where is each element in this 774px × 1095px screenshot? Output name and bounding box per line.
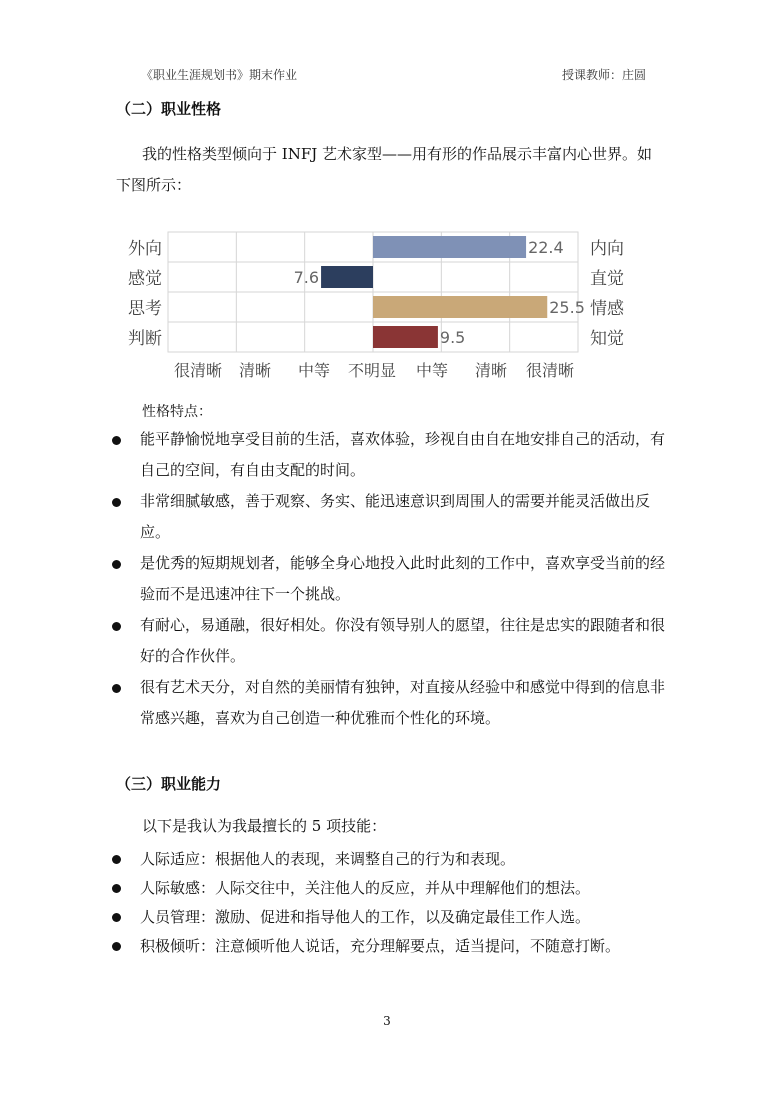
page-header (141, 66, 646, 86)
list-item (110, 903, 670, 932)
chart-value-label: 22.4 (528, 238, 564, 257)
bullet-icon (112, 498, 121, 507)
trait-text: 能平静愉悦地享受目前的生活，喜欢体验，珍视自由自在地安排自己的活动，有自己的空间，有自由支配的时间。 (140, 430, 666, 479)
bullet-icon (112, 942, 121, 951)
skill-text: 积极倾听：注意倾听他人说话，充分理解要点，适当提问，不随意打断。 (140, 937, 621, 955)
bullet-icon (112, 884, 121, 893)
chart-tick-label: 清晰 (474, 361, 508, 380)
chart-category-left: 判断 (128, 329, 162, 349)
chart-tick-label: 中等 (297, 361, 331, 380)
chart-category-left: 思考 (128, 299, 162, 319)
list-item (110, 874, 670, 903)
section-title-personality: （二）职业性格 (116, 100, 222, 118)
bullet-icon (112, 560, 121, 569)
list-item (110, 548, 670, 610)
list-item (110, 672, 670, 734)
bullet-icon (112, 913, 121, 922)
skill-text: 人际敏感：人际交往中，关注他人的反应，并从中理解他们的想法。 (140, 879, 591, 897)
mbti-chart (110, 224, 640, 384)
bullet-icon (112, 622, 121, 631)
personality-intro-paragraph: 我的性格类型倾向于 INFJ 艺术家型——用有形的作品展示丰富内心世界。如下图所示： (116, 145, 653, 194)
header-teacher: 授课教师：庄圆 (561, 68, 646, 82)
trait-text: 有耐心，易通融，很好相处。你没有领导别人的愿望，往往是忠实的跟随者和很好的合作伙伴。 (140, 616, 666, 665)
bullet-icon (112, 684, 121, 693)
chart-tick-label: 中等 (415, 361, 449, 380)
chart-tick-label: 很清晰 (525, 361, 575, 380)
chart-tick-label: 很清晰 (173, 361, 223, 380)
trait-text: 是优秀的短期规划者，能够全身心地投入此时此刻的工作中，喜欢享受当前的经验而不是迅速冲往下一个挑战。 (140, 554, 666, 603)
chart-category-left: 感觉 (128, 269, 162, 289)
chart-bar (373, 236, 526, 258)
chart-value-label: 7.6 (293, 268, 320, 287)
list-item (110, 424, 670, 486)
trait-text: 非常细腻敏感，善于观察、务实、能迅速意识到周围人的需要并能灵活做出反应。 (140, 492, 651, 541)
header-course-title: 《职业生涯规划书》期末作业 (141, 68, 298, 82)
bullet-icon (112, 436, 121, 445)
list-item (110, 932, 670, 961)
chart-bar (373, 326, 438, 348)
trait-text: 很有艺术天分，对自然的美丽情有独钟，对直接从经验中和感觉中得到的信息非常感兴趣，喜欢为自己创造一种优雅而个性化的环境。 (140, 678, 666, 727)
bullet-icon (112, 855, 121, 864)
chart-value-label: 25.5 (549, 298, 585, 317)
chart-category-right: 直觉 (590, 269, 624, 289)
chart-category-right: 知觉 (590, 329, 624, 349)
chart-category-right: 情感 (590, 299, 624, 319)
chart-value-label: 9.5 (439, 328, 466, 347)
chart-bar (373, 296, 547, 318)
list-item (110, 610, 670, 672)
chart-tick-label: 不明显 (347, 361, 397, 380)
chart-category-right: 内向 (590, 239, 624, 259)
list-item (110, 486, 670, 548)
skill-text: 人际适应：根据他人的表现，来调整自己的行为和表现。 (140, 850, 516, 868)
skills-intro: 以下是我认为我最擅长的 5 项技能： (142, 817, 387, 835)
page-number: 3 (383, 1014, 391, 1028)
list-item (110, 845, 670, 874)
traits-list (110, 424, 670, 734)
section-title-ability: （三）职业能力 (116, 775, 222, 793)
skills-list (110, 845, 670, 961)
chart-category-left: 外向 (128, 239, 162, 259)
chart-tick-label: 清晰 (238, 361, 272, 380)
skill-text: 人员管理：激励、促进和指导他人的工作，以及确定最佳工作人选。 (140, 908, 591, 926)
chart-bar (321, 266, 373, 288)
traits-heading: 性格特点： (142, 404, 212, 420)
mbti-chart-svg (110, 224, 640, 384)
